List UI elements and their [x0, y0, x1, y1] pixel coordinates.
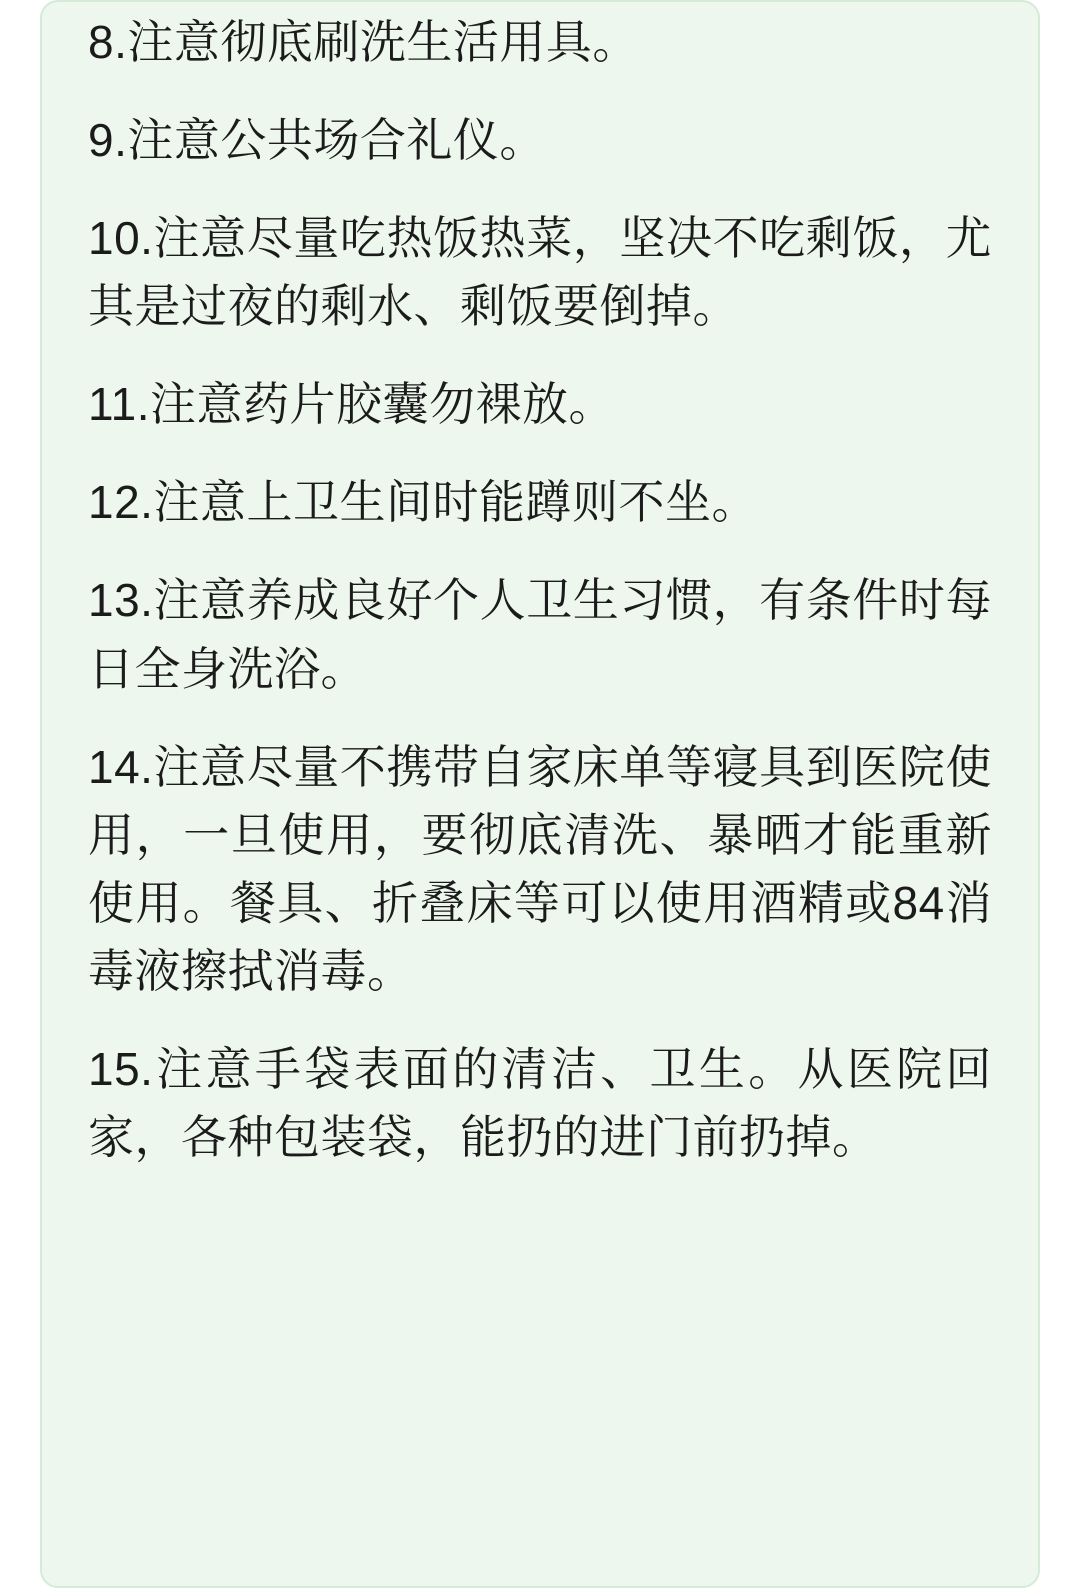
list-item: 13.注意养成良好个人卫生习惯，有条件时每日全身洗浴。	[88, 574, 992, 695]
list-item: 8.注意彻底刷洗生活用具。	[88, 16, 639, 68]
list-item: 10.注意尽量吃热饭热菜，坚决不吃剩饭，尤其是过夜的剩水、剩饭要倒掉。	[88, 212, 992, 333]
notes-card	[40, 0, 1040, 1588]
list-item: 9.注意公共场合礼仪。	[88, 114, 546, 167]
list-item: 15.注意手袋表面的清洁、卫生。从医院回家，各种包装袋，能扔的进门前扔掉。	[88, 1042, 992, 1164]
list-item: 14.注意尽量不携带自家床单等寝具到医院使用，一旦使用，要彻底清洗、暴晒才能重新使用。餐具、折叠床等可以使用酒精或84消毒液擦拭消毒。	[88, 740, 992, 997]
list-item: 11.注意药片胶囊勿裸放。	[88, 378, 616, 431]
list-item: 12.注意上卫生间时能蹲则不坐。	[88, 476, 758, 529]
tips-list	[88, 8, 992, 1171]
